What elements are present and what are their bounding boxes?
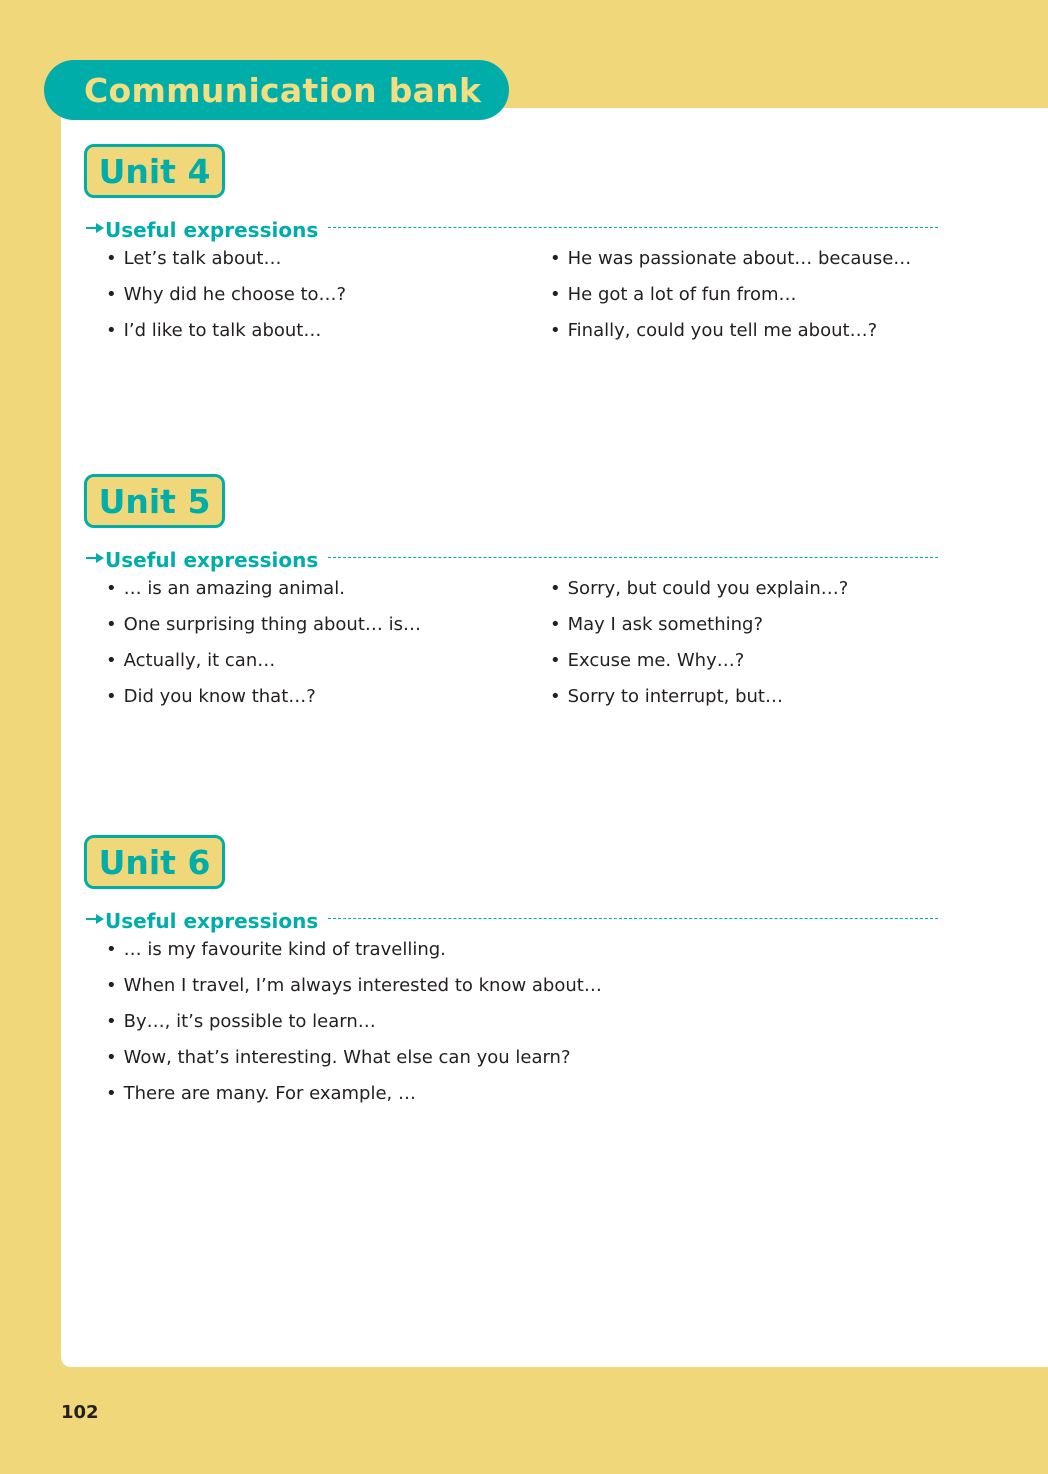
dashed-divider [328, 227, 938, 228]
list-item: • Finally, could you tell me about…? [550, 318, 911, 354]
list-item: • Actually, it can… [106, 648, 421, 684]
list-item: • I’d like to talk about… [106, 318, 346, 354]
dashed-divider [328, 918, 938, 919]
useful-expressions-label: Useful expressions [105, 909, 319, 933]
expressions-list-left [106, 576, 421, 720]
list-item: • Let’s talk about… [106, 246, 346, 282]
unit-5-heading: Unit 5 [84, 474, 225, 528]
list-item: • Excuse me. Why…? [550, 648, 848, 684]
list-item: • There are many. For example, … [106, 1081, 602, 1117]
list-item: • When I travel, I’m always interested to know about… [106, 973, 602, 1009]
list-item: • Sorry, but could you explain…? [550, 576, 848, 612]
useful-expressions-heading [86, 907, 938, 935]
title-tab [44, 60, 509, 120]
page-number: 102 [61, 1402, 99, 1423]
arrow-right-icon [86, 914, 104, 924]
useful-expressions-label: Useful expressions [105, 548, 319, 572]
unit-4-heading: Unit 4 [84, 144, 225, 198]
expressions-list-left [106, 246, 346, 354]
list-item: • … is my favourite kind of travelling. [106, 937, 602, 973]
expressions-list-right [550, 576, 848, 720]
list-item: • By…, it’s possible to learn… [106, 1009, 602, 1045]
arrow-right-icon [86, 223, 104, 233]
list-item: • … is an amazing animal. [106, 576, 421, 612]
list-item: • Wow, that’s interesting. What else can you learn? [106, 1045, 602, 1081]
dashed-divider [328, 557, 938, 558]
expressions-list-right [550, 246, 911, 354]
expressions-list-left [106, 937, 602, 1117]
list-item: • May I ask something? [550, 612, 848, 648]
arrow-right-icon [86, 553, 104, 563]
useful-expressions-label: Useful expressions [105, 218, 319, 242]
list-item: • He got a lot of fun from… [550, 282, 911, 318]
unit-6-heading: Unit 6 [84, 835, 225, 889]
list-item: • Did you know that…? [106, 684, 421, 720]
useful-expressions-heading [86, 546, 938, 574]
list-item: • One surprising thing about… is… [106, 612, 421, 648]
list-item: • Why did he choose to…? [106, 282, 346, 318]
list-item: • Sorry to interrupt, but… [550, 684, 848, 720]
page-title: Communication bank [84, 70, 482, 110]
useful-expressions-heading [86, 216, 938, 244]
list-item: • He was passionate about… because… [550, 246, 911, 282]
